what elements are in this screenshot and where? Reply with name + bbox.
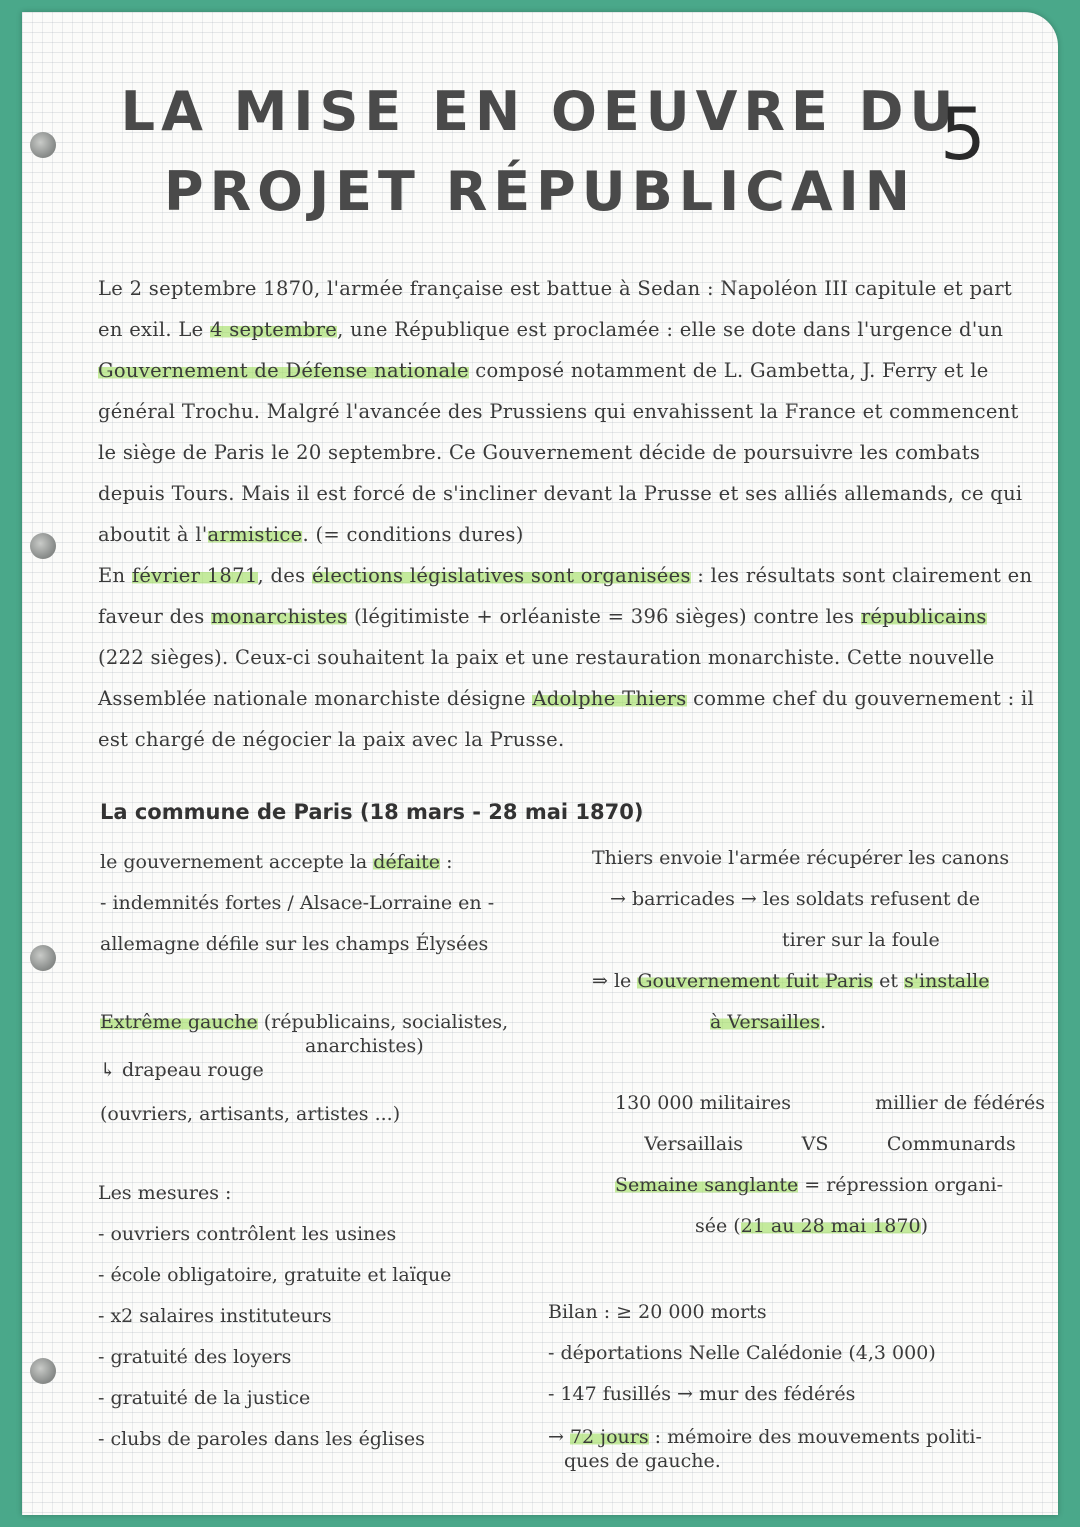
line: anarchistes)	[305, 1035, 424, 1057]
line: - déportations Nelle Calédonie (4,3 000)	[548, 1342, 936, 1364]
line: - indemnités fortes / Alsace-Lorraine en -	[100, 892, 495, 914]
highlight: élections législatives sont organisées	[311, 564, 691, 587]
line	[100, 842, 560, 883]
line: ques de gauche.	[564, 1450, 721, 1472]
text: →	[548, 1426, 570, 1448]
list-item: - gratuité des loyers	[98, 1346, 292, 1368]
line: - 147 fusillés → mur des fédérés	[548, 1383, 856, 1405]
highlight: février 1871	[131, 564, 258, 587]
text: = répression organi-	[798, 1174, 1004, 1196]
measures-heading: Les mesures :	[98, 1182, 232, 1204]
binder-hole	[30, 533, 56, 559]
list-item: - ouvriers contrôlent les usines	[98, 1223, 397, 1245]
thiers-block	[592, 838, 1042, 1043]
highlight: 21 au 28 mai 1870	[740, 1215, 921, 1237]
defeat-block	[100, 842, 560, 965]
highlight: défaite	[373, 851, 441, 873]
text: sée (	[695, 1215, 741, 1237]
text: En	[98, 564, 132, 587]
list-item: - clubs de paroles dans les églises	[98, 1428, 425, 1450]
line: ↳ drapeau rouge	[100, 1059, 264, 1081]
text: .	[819, 1011, 827, 1033]
measures-list	[98, 1173, 568, 1460]
chapter-number: 5	[940, 92, 986, 176]
text: )	[920, 1215, 928, 1237]
intro-p2	[98, 564, 1034, 751]
text: :	[440, 851, 453, 873]
list-item: - école obligatoire, gratuite et laïque	[98, 1264, 452, 1286]
line	[592, 1002, 1042, 1043]
text: (républicains, socialistes,	[257, 1011, 509, 1033]
text: Le 2 septembre 1870, l'armée française est battue à Sedan : Napoléon III capitule et part en exil. Le	[98, 277, 1013, 341]
communards-count: millier de fédérés	[875, 1092, 1045, 1114]
line: Thiers envoie l'armée récupérer les canons	[592, 847, 1010, 869]
list-item: - gratuité de la justice	[98, 1387, 311, 1409]
line	[100, 1007, 560, 1037]
text: ⇒ le	[592, 970, 638, 992]
highlight: 4 septembre	[210, 318, 338, 341]
bilan-heading: Bilan : ≥ 20 000 morts	[548, 1301, 767, 1323]
highlight: s'installe	[904, 970, 990, 992]
versaillais-count: 130 000 militaires	[615, 1092, 791, 1114]
highlight: à Versailles	[710, 1011, 820, 1033]
page-title-line1: LA MISE EN OEUVRE DU	[120, 80, 960, 143]
versus-block	[615, 1083, 1045, 1247]
bilan-block	[548, 1292, 1038, 1473]
text: le gouvernement accepte la	[100, 851, 374, 873]
line	[548, 1425, 1038, 1449]
binder-hole	[30, 1358, 56, 1384]
highlight: Adolphe Thiers	[532, 687, 687, 710]
text: : mémoire des mouvements politi-	[648, 1426, 982, 1448]
text: . (= conditions dures)	[302, 523, 524, 546]
line: (ouvriers, artisants, artistes ...)	[100, 1103, 401, 1125]
extreme-left-block	[100, 1007, 560, 1129]
highlight: républicains	[860, 605, 987, 628]
text: , des	[257, 564, 312, 587]
line: tirer sur la foule	[782, 929, 940, 951]
line	[615, 1206, 1045, 1247]
side-versaillais: Versaillais	[644, 1133, 744, 1155]
intro-p1	[98, 277, 1022, 546]
highlight: armistice	[207, 523, 303, 546]
section-heading: La commune de Paris (18 mars - 28 mai 1870)	[100, 800, 644, 824]
highlight: monarchistes	[211, 605, 348, 628]
highlight: Gouvernement fuit Paris	[637, 970, 874, 992]
intro-text	[98, 268, 1038, 760]
highlight: Extrême gauche	[100, 1011, 258, 1033]
side-communards: Communards	[886, 1133, 1016, 1155]
binder-hole	[30, 132, 56, 158]
line	[615, 1165, 1045, 1206]
text: (légitimiste + orléaniste = 396 sièges) contre les	[347, 605, 861, 628]
page-title-line2: PROJET RÉPUBLICAIN	[164, 160, 916, 223]
versus-label: VS	[801, 1133, 829, 1155]
force-counts	[615, 1083, 1045, 1124]
text: et	[873, 970, 905, 992]
highlight: Gouvernement de Défense nationale	[98, 359, 469, 382]
line: allemagne défile sur les champs Élysées	[100, 933, 489, 955]
text: : les résultats sont clairement en faveur des	[98, 564, 1033, 628]
text: , une République est proclamée : elle se dote dans l'urgence d'un	[337, 318, 1004, 341]
text: composé notamment de L. Gambetta, J. Ferry et le général Trochu. Malgré l'avancée des Prussiens qui envahissent la France et commencent le siège de Paris le 20 septembre. Ce Gouvernement décide de poursuivre les combats depuis Tours. Mais il est forcé de s'incliner devant la Prusse et ses alliés allemands, ce qui aboutit à l'	[98, 359, 1023, 546]
sides	[615, 1124, 1045, 1165]
text: (222 sièges). Ceux-ci souhaitent la paix et une restauration monarchiste. Cette nouvelle Assemblée nationale monarchiste désigne	[98, 646, 995, 710]
list-item: - x2 salaires instituteurs	[98, 1305, 332, 1327]
highlight: 72 jours	[569, 1426, 649, 1448]
highlight: Semaine sanglante	[615, 1174, 799, 1196]
line: → barricades → les soldats refusent de	[610, 888, 981, 910]
line	[592, 961, 1042, 1002]
text: comme chef du gouvernement : il est chargé de négocier la paix avec la Prusse.	[98, 687, 1035, 751]
binder-hole	[30, 945, 56, 971]
